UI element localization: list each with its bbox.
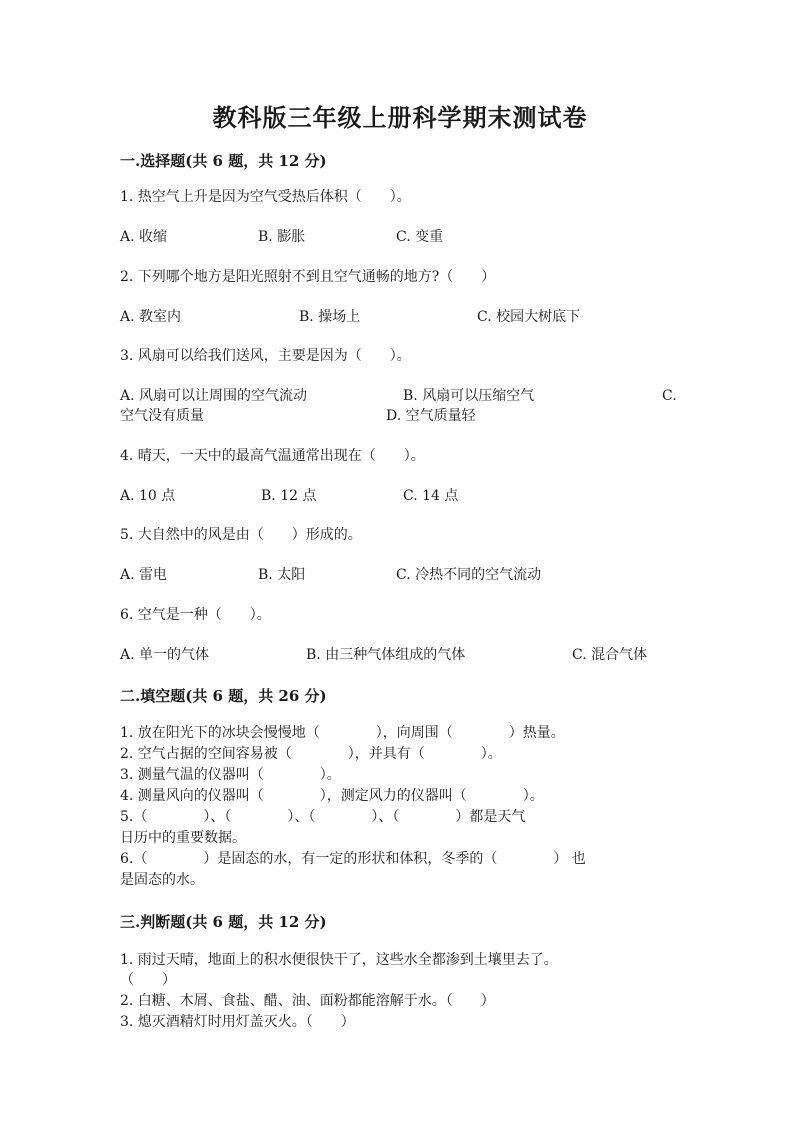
fill-line: 6.（ ）是固态的水，有一定的形状和体积，冬季的（ ） 也 <box>120 851 586 867</box>
option-c: C. 14 点 <box>403 488 459 504</box>
fill-line-continued: 日历中的重要数据。 <box>120 830 246 846</box>
question-text: 4. 晴天，一天中的最高气温通常出现在（ ）。 <box>120 448 425 464</box>
fill-line: 2. 空气占据的空间容易被（ ），并具有（ ）。 <box>120 746 502 762</box>
option-b: B. 膨胀 <box>258 229 306 245</box>
judge-line: 3. 熄灭酒精灯时用灯盖灭火。（ ） <box>120 1014 355 1030</box>
option-c: C. 校园大树底下 <box>477 309 581 325</box>
section-heading-fill: 二.填空题(共 6 题，共 26 分) <box>120 687 327 705</box>
fill-line: 4. 测量风向的仪器叫（ ），测定风力的仪器叫（ ）。 <box>120 788 544 804</box>
question-text: 2. 下列哪个地方是阳光照射不到且空气通畅的地方?（ ） <box>120 269 496 285</box>
page-title: 教科版三年级上册科学期末测试卷 <box>212 103 588 132</box>
question-text: 5. 大自然中的风是由（ ）形成的。 <box>120 527 362 543</box>
option-b: B. 操场上 <box>299 309 361 325</box>
option-b: B. 由三种气体组成的气体 <box>306 647 466 663</box>
option-a: A. 收缩 <box>120 229 168 245</box>
option-c: C. 冷热不同的空气流动 <box>396 567 542 583</box>
option-a: A. 雷电 <box>120 567 168 583</box>
judge-line-continued: （ ） <box>120 972 176 988</box>
option-b: B. 风扇可以压缩空气 <box>403 388 535 404</box>
option-c: C. <box>662 388 677 404</box>
section-heading-choice: 一.选择题(共 6 题，共 12 分) <box>120 152 327 170</box>
question-text: 6. 空气是一种（ ）。 <box>120 607 271 623</box>
judge-line: 2. 白糖、木屑、食盐、醋、油、面粉都能溶解于水。（ ） <box>120 993 495 1009</box>
option-b: B. 太阳 <box>258 567 306 583</box>
option-b: B. 12 点 <box>261 488 317 504</box>
option-a: A. 10 点 <box>120 488 176 504</box>
fill-line: 5.（ ）、（ ）、（ ）、（ ）都是天气 <box>120 809 526 825</box>
option-d: D. 空气质量轻 <box>386 408 476 424</box>
option-c: C. 混合气体 <box>572 647 648 663</box>
fill-line-continued: 是固态的水。 <box>120 872 204 888</box>
option-c-continued: 空气没有质量 <box>120 408 204 424</box>
fill-line: 1. 放在阳光下的冰块会慢慢地（ ），向周围（ ）热量。 <box>120 725 565 741</box>
option-c: C. 变重 <box>396 229 444 245</box>
option-a: A. 单一的气体 <box>120 647 210 663</box>
option-a: A. 风扇可以让周围的空气流动 <box>120 388 308 404</box>
option-a: A. 教室内 <box>120 309 182 325</box>
judge-line: 1. 雨过天晴，地面上的积水便很快干了，这些水全都渗到土壤里去了。 <box>120 952 558 968</box>
question-text: 1. 热空气上升是因为空气受热后体积（ ）。 <box>120 189 411 205</box>
question-text: 3. 风扇可以给我们送风，主要是因为（ ）。 <box>120 348 411 364</box>
section-heading-judge: 三.判断题(共 6 题，共 12 分) <box>120 913 327 931</box>
fill-line: 3. 测量气温的仪器叫（ ）。 <box>120 767 341 783</box>
